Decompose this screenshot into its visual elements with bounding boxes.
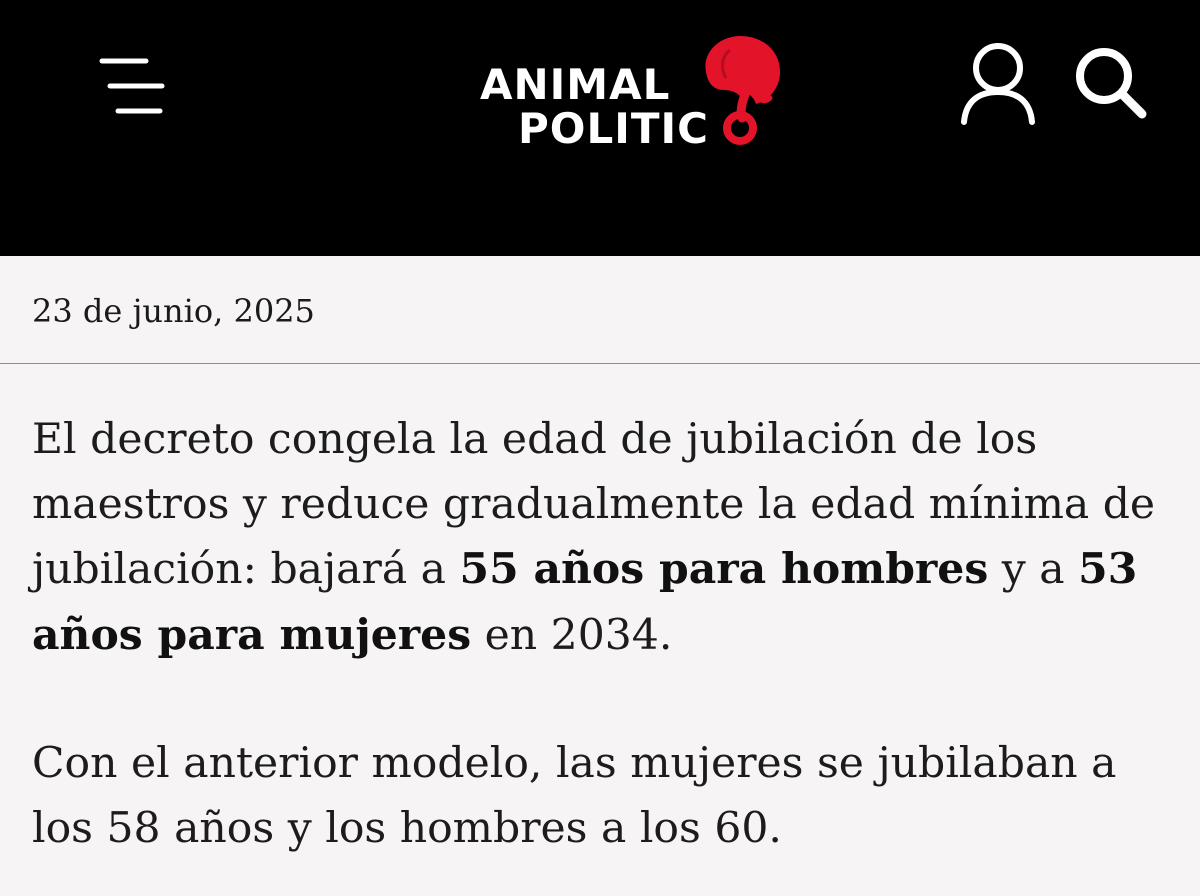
site-logo[interactable] — [476, 32, 796, 152]
article-meta — [0, 256, 1200, 364]
logo-line-1: ANIMAL — [480, 60, 671, 109]
logo-line-2: POLITIC — [518, 104, 709, 153]
publish-date: 23 de junio, 2025 — [32, 292, 315, 330]
user-icon — [958, 40, 1038, 126]
paragraph-line — [32, 537, 1200, 603]
paragraph-line: El decreto congela la edad de jubilación de los — [32, 415, 1038, 464]
elephant-logo-icon — [696, 32, 788, 148]
text-run: jubilación: bajará a — [32, 545, 460, 594]
highlight-women-age-number: 53 — [1078, 544, 1138, 594]
text-run: en 2034. — [471, 610, 673, 660]
highlight-women-age-text: años para mujeres — [32, 609, 472, 660]
text-run: y a — [988, 545, 1079, 594]
search-button[interactable] — [1070, 42, 1154, 126]
paragraph-line: los 58 años y los hombres a los 60. — [32, 803, 782, 853]
article-paragraph-2 — [32, 732, 1200, 861]
site-header — [0, 0, 1200, 256]
paragraph-line — [32, 603, 1200, 669]
article-body — [32, 408, 1200, 861]
user-account-button[interactable] — [958, 40, 1038, 126]
search-icon — [1070, 42, 1154, 126]
paragraph-line: Con el anterior modelo, las mujeres se jubilaban a — [32, 739, 1117, 788]
paragraph-line: maestros y reduce gradualmente la edad mínima de — [32, 479, 1156, 529]
highlight-men-age: 55 años para hombres — [459, 544, 989, 594]
article-paragraph-1 — [32, 408, 1200, 668]
hamburger-menu-icon — [96, 54, 168, 120]
menu-button[interactable] — [96, 54, 168, 120]
